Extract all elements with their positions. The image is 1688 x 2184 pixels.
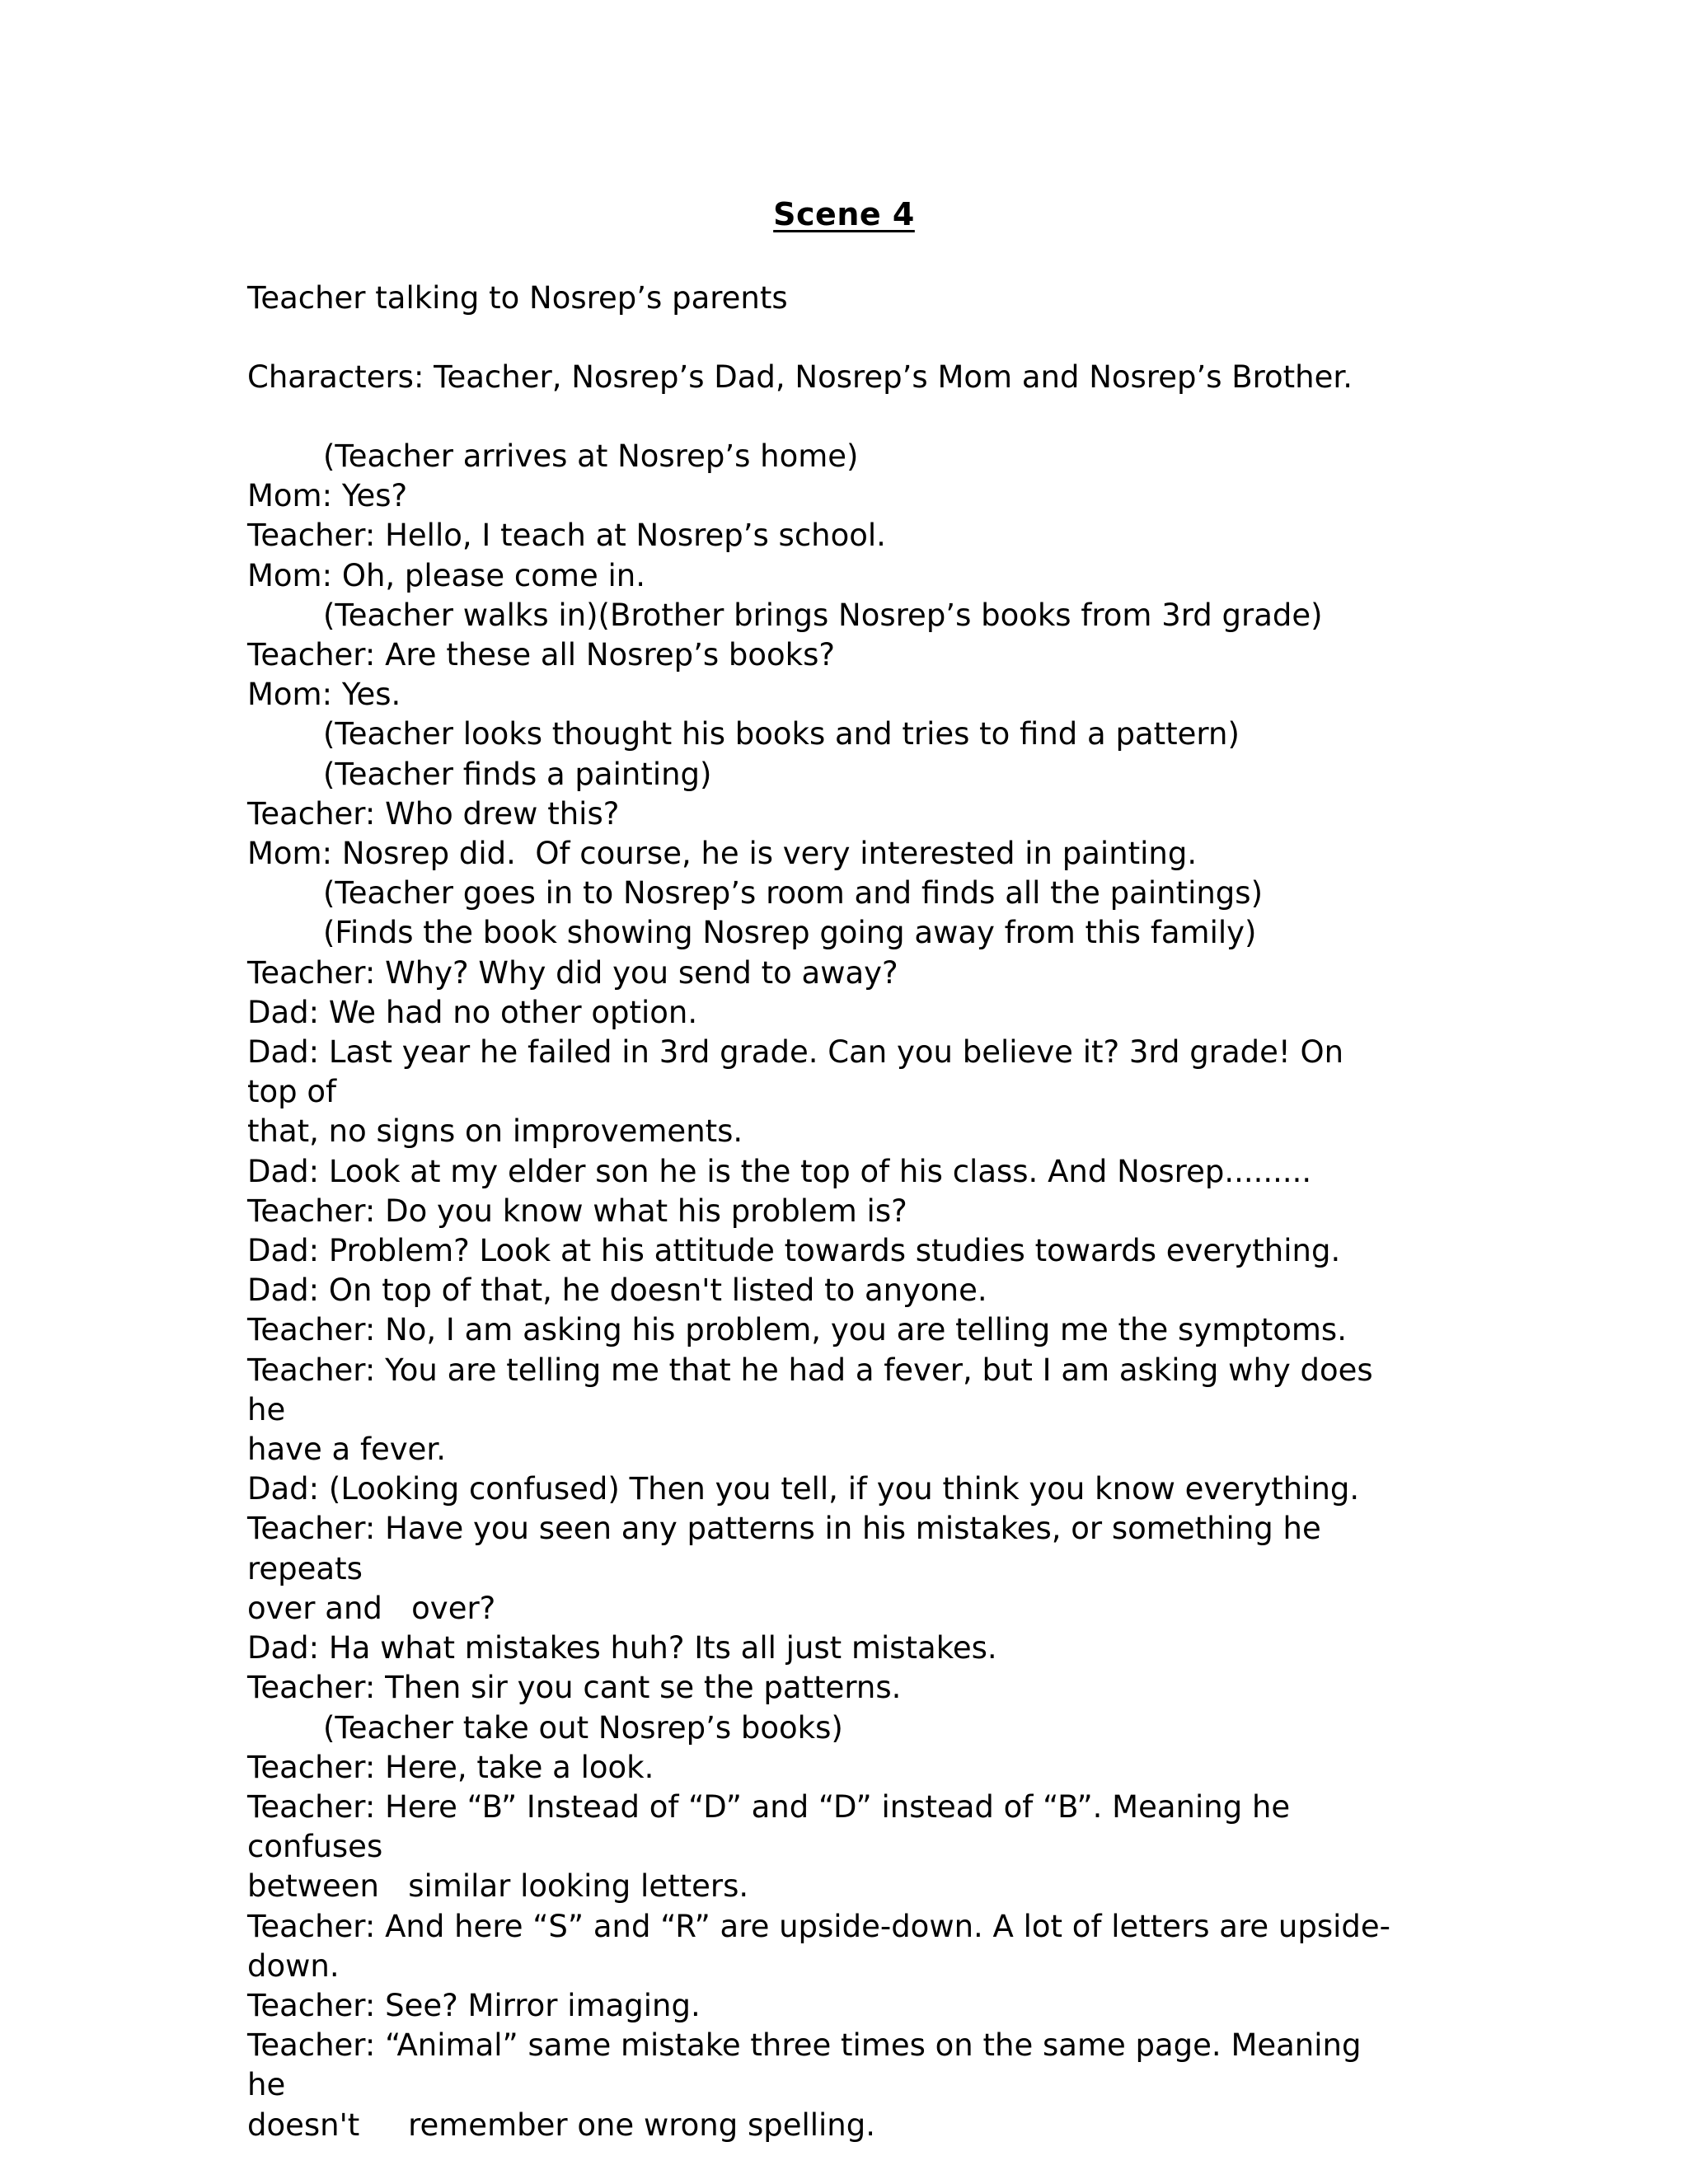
dialogue-line: Mom: Oh, please come in.: [247, 557, 645, 593]
dialogue-line: Teacher: See? Mirror imaging.: [247, 1987, 701, 2023]
stage-direction: (Finds the book showing Nosrep going away from this family): [323, 915, 1257, 951]
dialogue-line: Mom: Yes.: [247, 677, 401, 713]
dialogue-line: Mom: Nosrep did. Of course, he is very interested in painting.: [247, 836, 1198, 872]
dialogue-line: Dad: Last year he failed in 3rd grade. Can you believe it? 3rd grade! On top of: [247, 1034, 1353, 1110]
stage-direction: (Teacher walks in)(Brother brings Nosrep’s books from 3rd grade): [323, 597, 1323, 633]
script-body: [247, 437, 1401, 2145]
dialogue-line: Teacher: Do you know what his problem is?: [247, 1193, 907, 1229]
stage-direction: (Teacher looks thought his books and tries to find a pattern): [323, 716, 1240, 752]
dialogue-line: Teacher: Then sir you cant se the patterns.: [247, 1670, 902, 1706]
dialogue-line: Dad: Ha what mistakes huh? Its all just mistakes.: [247, 1630, 997, 1666]
stage-direction: (Teacher finds a painting): [323, 756, 712, 792]
dialogue-line: down.: [247, 1947, 340, 1984]
stage-direction: (Teacher goes in to Nosrep’s room and finds all the paintings): [323, 875, 1264, 912]
dialogue-line: Teacher: Are these all Nosrep’s books?: [247, 637, 835, 673]
dialogue-line: Teacher: No, I am asking his problem, you are telling me the symptoms.: [247, 1312, 1347, 1348]
dialogue-line: Teacher: Hello, I teach at Nosrep’s school.: [247, 518, 886, 554]
dialogue-line: doesn't remember one wrong spelling.: [247, 2107, 876, 2143]
stage-direction: (Teacher take out Nosrep’s books): [323, 1709, 843, 1746]
dialogue-line: Dad: Problem? Look at his attitude towards studies towards everything.: [247, 1233, 1341, 1269]
dialogue-line: Teacher: Here “B” Instead of “D” and “D” instead of “B”. Meaning he confuses: [247, 1788, 1300, 1865]
dialogue-line: over and over?: [247, 1590, 496, 1626]
dialogue-line: Dad: (Looking confused) Then you tell, if you think you know everything.: [247, 1471, 1360, 1507]
stage-direction: (Teacher arrives at Nosrep’s home): [323, 438, 859, 474]
dialogue-line: Teacher: You are telling me that he had a fever, but I am asking why does he: [247, 1352, 1383, 1427]
dialogue-line: Teacher: Who drew this?: [247, 795, 620, 832]
dialogue-line: have a fever.: [247, 1432, 447, 1468]
dialogue-line: Teacher: And here “S” and “R” are upside-down. A lot of letters are upside-: [247, 1908, 1390, 1944]
dialogue-line: Mom: Yes?: [247, 478, 408, 514]
dialogue-line: that, no signs on improvements.: [247, 1113, 743, 1150]
scene-title: Scene 4: [773, 196, 915, 232]
dialogue-line: between similar looking letters.: [247, 1868, 749, 1905]
dialogue-line: Teacher: Why? Why did you send to away?: [247, 954, 898, 991]
dialogue-line: Dad: We had no other option.: [247, 994, 698, 1030]
scene-subtitle: Teacher talking to Nosrep’s parents: [247, 280, 788, 316]
dialogue-line: Teacher: Have you seen any patterns in his mistakes, or something he repeats: [247, 1511, 1331, 1586]
characters-list: Characters: Teacher, Nosrep’s Dad, Nosrep’s Mom and Nosrep’s Brother.: [247, 359, 1353, 395]
dialogue-line: Teacher: “Animal” same mistake three times on the same page. Meaning he: [247, 2027, 1372, 2103]
dialogue-line: Teacher: Here, take a look.: [247, 1749, 654, 1785]
dialogue-line: Dad: On top of that, he doesn't listed to anyone.: [247, 1272, 987, 1309]
dialogue-line: Dad: Look at my elder son he is the top of his class. And Nosrep.........: [247, 1153, 1312, 1189]
